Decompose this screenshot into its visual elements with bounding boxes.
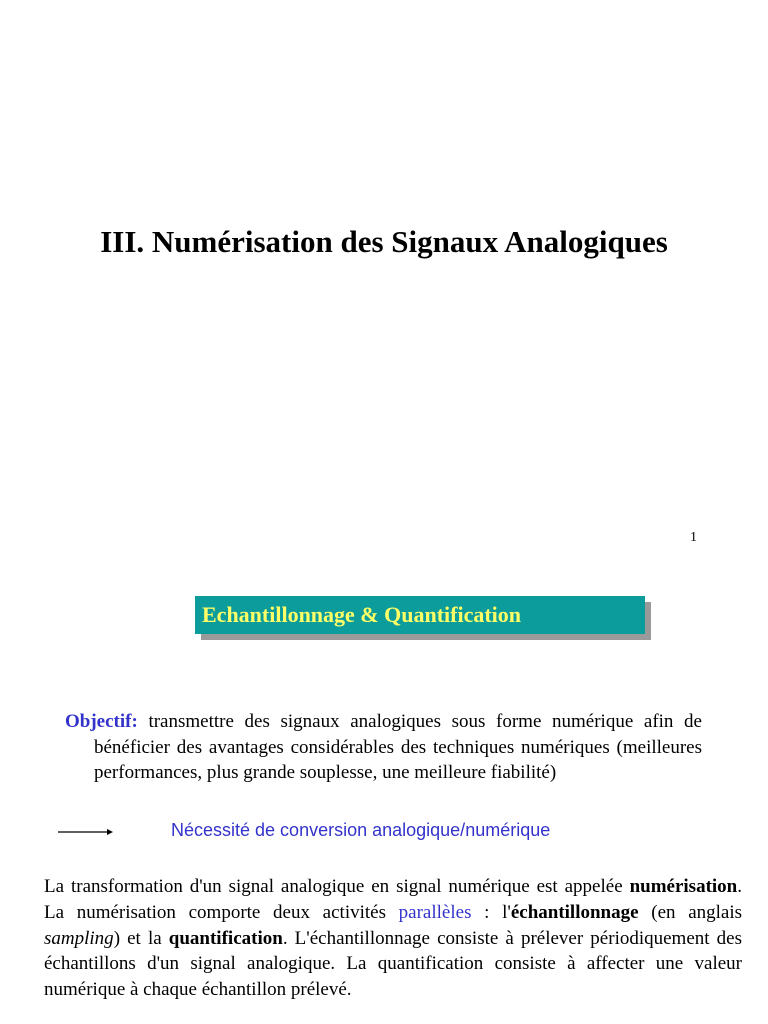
para-text-2: . La numérisation comporte deux activités bbox=[44, 876, 742, 923]
page-title: III. Numérisation des Signaux Analogiques bbox=[100, 224, 668, 259]
term-numerisation: numérisation bbox=[629, 876, 738, 897]
body-paragraph bbox=[44, 874, 742, 1003]
objective-text: transmettre des signaux analogiques sous forme numérique afin de bénéficier des avantages considérables des techniques numériques (meilleures performances, plus grande souplesse, une meilleure fiabilité) bbox=[94, 711, 702, 783]
para-text-3: : l' bbox=[471, 901, 511, 923]
para-text-4: (en anglais bbox=[638, 901, 743, 923]
objective-label: Objectif: bbox=[65, 711, 138, 732]
page-number: 1 bbox=[690, 530, 697, 545]
para-text-5: ) et la bbox=[113, 927, 169, 949]
section-banner: Echantillonnage & Quantification bbox=[195, 596, 645, 634]
para-text-1: La transformation d'un signal analogique en signal numérique est appelée bbox=[44, 876, 630, 897]
right-arrow-icon bbox=[58, 826, 114, 838]
objective-block bbox=[65, 709, 702, 786]
para-text-6: . L'échantillonnage consiste à prélever périodiquement des échantillons d'un signal analogique. La quantification consiste à affecter une valeur numérique à chaque échantillon prélevé. bbox=[44, 927, 742, 1001]
term-quantification: quantification bbox=[168, 927, 283, 949]
paralleles-link[interactable]: parallèles bbox=[398, 901, 472, 923]
necessity-text: Nécessité de conversion analogique/numérique bbox=[171, 820, 551, 840]
term-sampling: sampling bbox=[44, 927, 114, 949]
term-echantillonnage: échantillonnage bbox=[510, 901, 639, 923]
